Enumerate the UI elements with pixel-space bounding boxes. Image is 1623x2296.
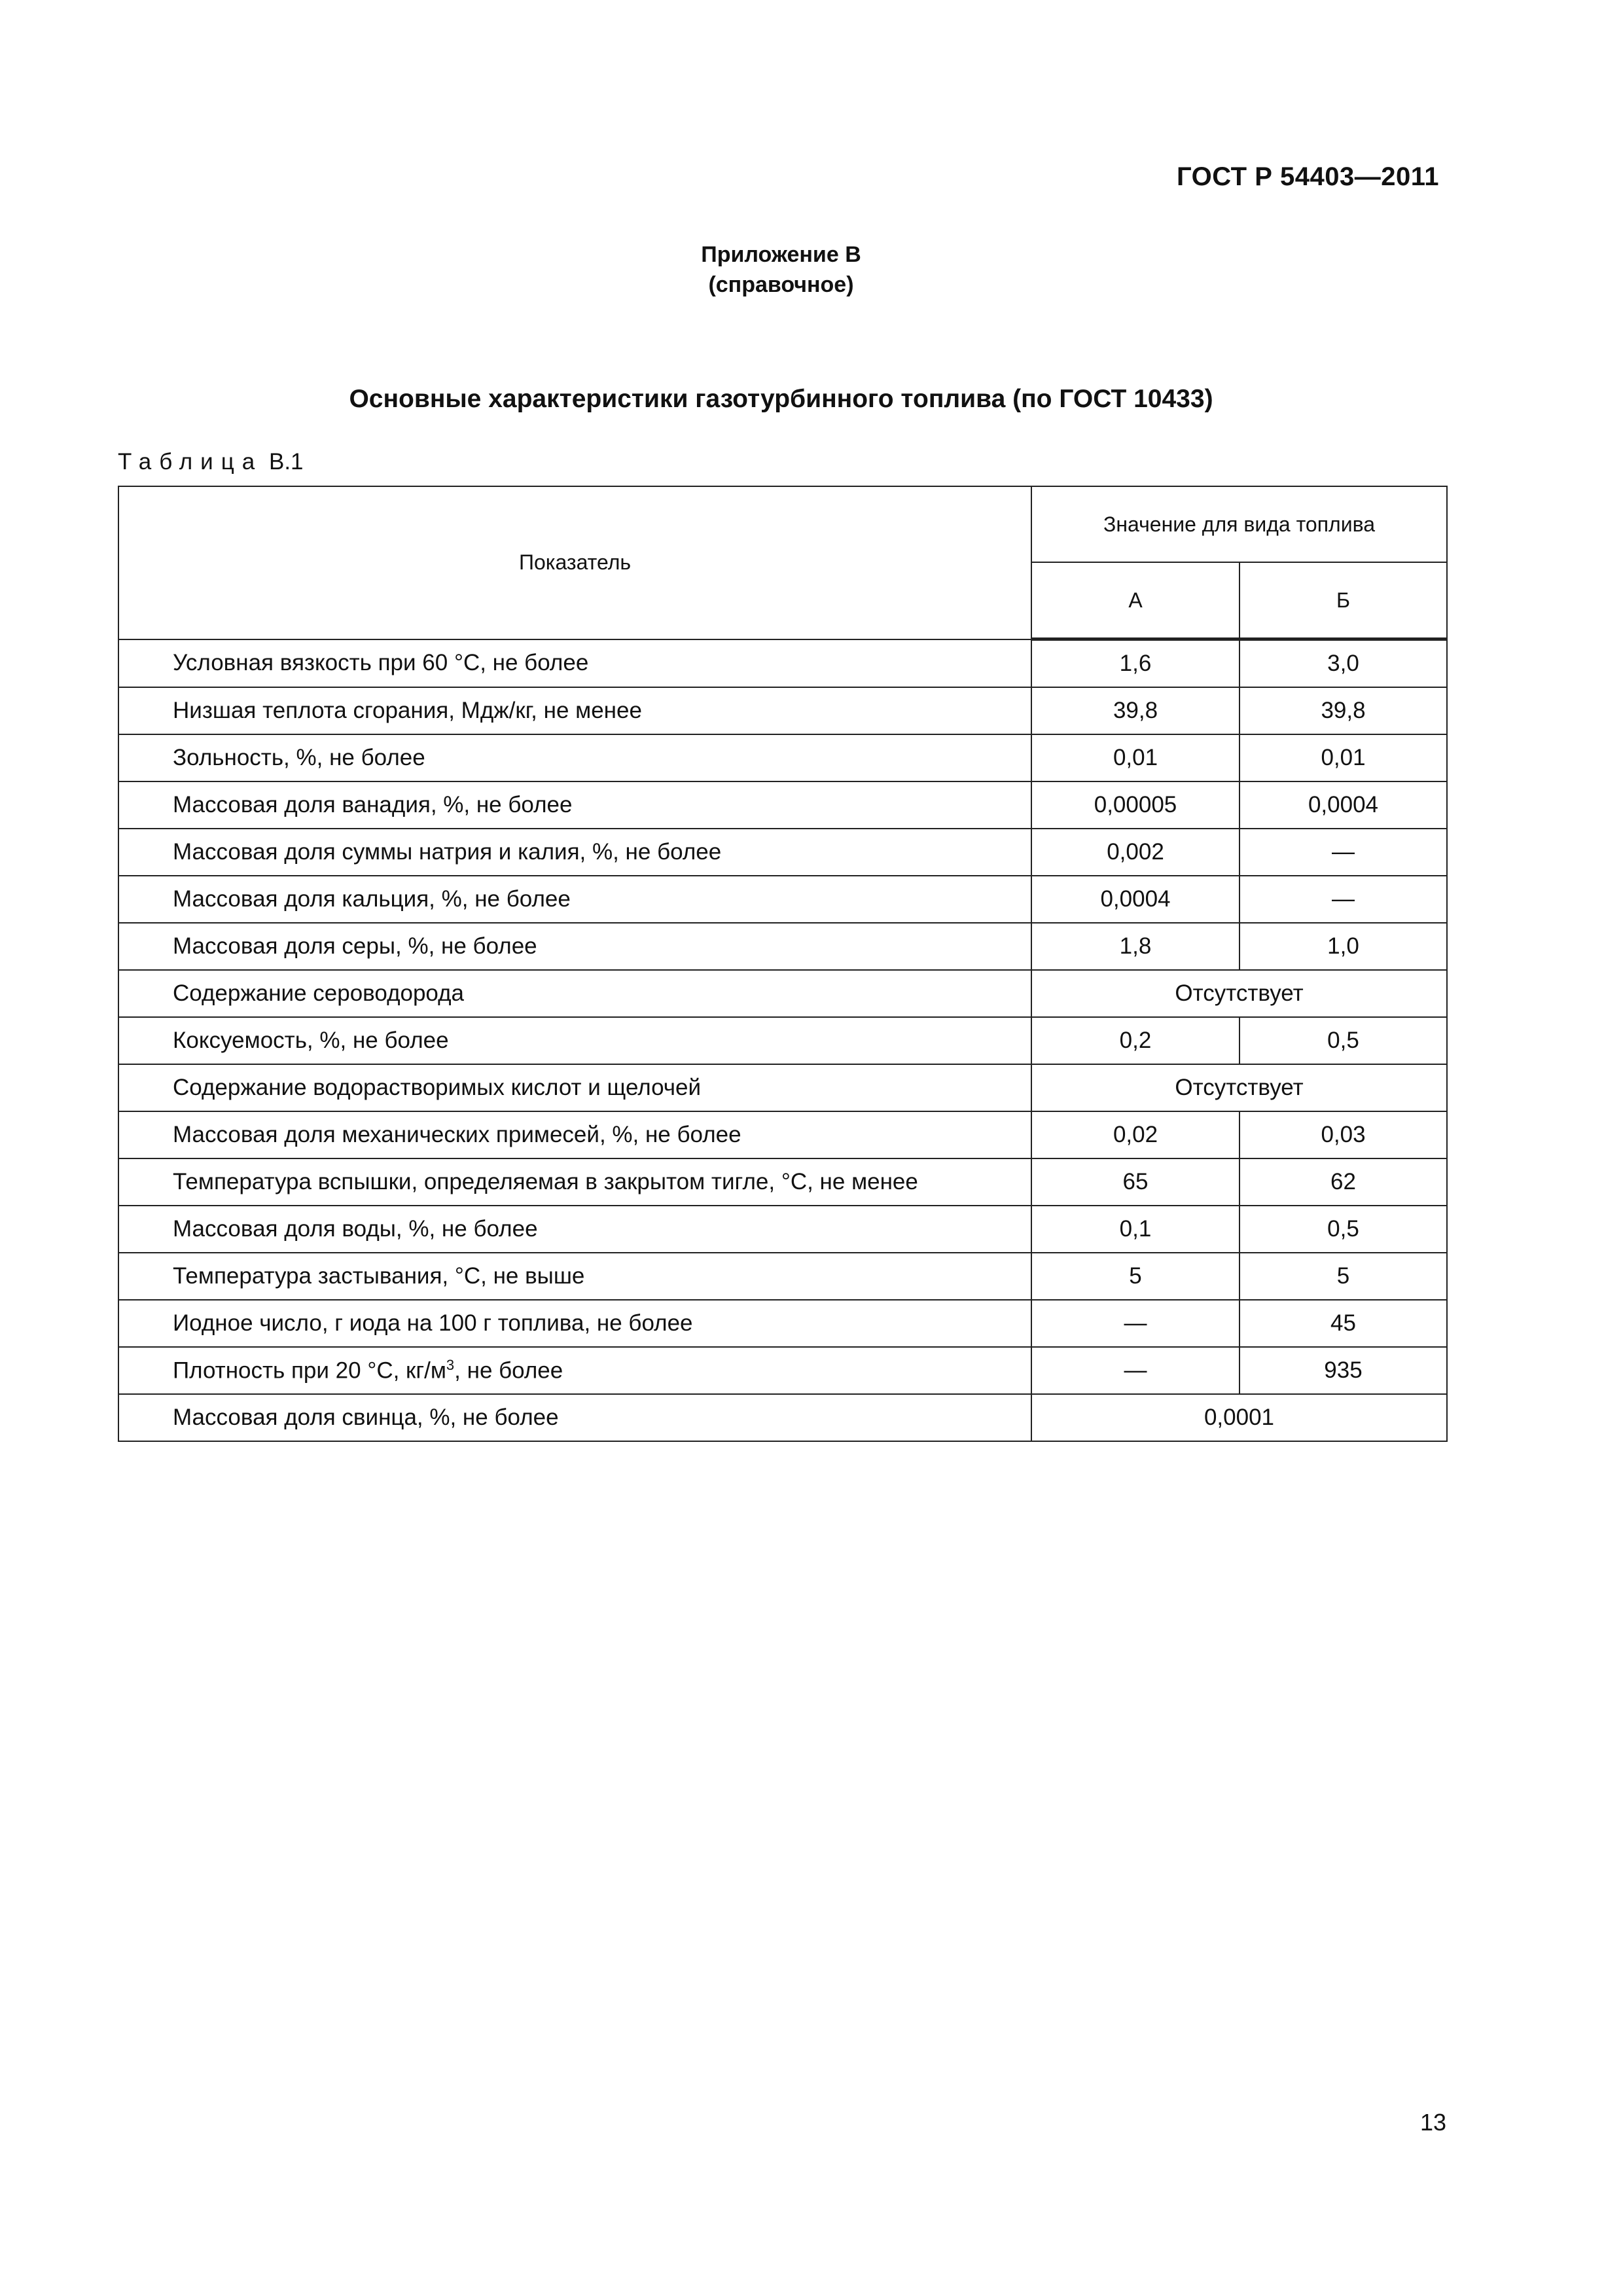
- row-label: Массовая доля кальция, %, не более: [118, 876, 1031, 923]
- row-label: [118, 1347, 1031, 1394]
- row-label-suffix: , не более: [454, 1357, 563, 1384]
- row-label: Температура застывания, °С, не выше: [118, 1253, 1031, 1300]
- row-label: Массовая доля свинца, %, не более: [118, 1394, 1031, 1441]
- row-label-superscript: 3: [446, 1357, 455, 1374]
- page-number: 13: [1419, 2109, 1446, 2136]
- header-col-b: Б: [1240, 562, 1447, 639]
- table-row: [118, 734, 1447, 781]
- header-value-group: Значение для вида топлива: [1031, 486, 1447, 562]
- table-row: [118, 1111, 1447, 1158]
- table-row: [118, 1064, 1447, 1111]
- row-label: Условная вязкость при 60 °С, не более: [118, 639, 1031, 688]
- row-value-a: 65: [1031, 1158, 1240, 1206]
- table-row: [118, 1017, 1447, 1064]
- row-value-b: 62: [1240, 1158, 1447, 1206]
- table-row: [118, 970, 1447, 1017]
- row-value-a: 0,01: [1031, 734, 1240, 781]
- table-row: [118, 781, 1447, 829]
- row-value-a: —: [1031, 1347, 1240, 1394]
- row-value-a: 0,2: [1031, 1017, 1240, 1064]
- header-col-a: А: [1031, 562, 1240, 639]
- table-caption-prefix: Таблица: [118, 449, 263, 475]
- section-title: Основные характеристики газотурбинного топлива (по ГОСТ 10433): [349, 385, 1213, 413]
- row-value-b: 0,0004: [1240, 781, 1447, 829]
- table-row: [118, 829, 1447, 876]
- row-value-b: 39,8: [1240, 687, 1447, 734]
- row-value-a: 0,00005: [1031, 781, 1240, 829]
- row-value-a: 0,002: [1031, 829, 1240, 876]
- table-row: [118, 1347, 1447, 1394]
- row-value-b: 3,0: [1240, 639, 1447, 688]
- row-value-a: 0,0004: [1031, 876, 1240, 923]
- row-value-b: 0,01: [1240, 734, 1447, 781]
- fuel-characteristics-table: [118, 486, 1448, 1442]
- row-label: Зольность, %, не более: [118, 734, 1031, 781]
- row-value-b: —: [1240, 876, 1447, 923]
- row-value-b: 0,03: [1240, 1111, 1447, 1158]
- row-value-merged: Отсутствует: [1031, 970, 1447, 1017]
- table-caption: [118, 449, 304, 475]
- row-label: Содержание водорастворимых кислот и щелочей: [118, 1064, 1031, 1111]
- table-row: [118, 1253, 1447, 1300]
- table-row: [118, 639, 1447, 688]
- row-value-a: —: [1031, 1300, 1240, 1347]
- row-value-merged: 0,0001: [1031, 1394, 1447, 1441]
- row-label: Массовая доля суммы натрия и калия, %, не более: [118, 829, 1031, 876]
- row-label: Температура вспышки, определяемая в закрытом тигле, °С, не менее: [118, 1158, 1031, 1206]
- row-label: Массовая доля ванадия, %, не более: [118, 781, 1031, 829]
- row-label-text: Плотность при 20 °С, кг/м: [173, 1357, 446, 1384]
- row-label: Коксуемость, %, не более: [118, 1017, 1031, 1064]
- row-label: Иодное число, г иода на 100 г топлива, не более: [118, 1300, 1031, 1347]
- table-row: [118, 1300, 1447, 1347]
- row-value-b: 1,0: [1240, 923, 1447, 970]
- table-row: [118, 1158, 1447, 1206]
- row-value-a: 0,02: [1031, 1111, 1240, 1158]
- row-label: Массовая доля воды, %, не более: [118, 1206, 1031, 1253]
- table-row: [118, 1394, 1447, 1441]
- row-value-b: 0,5: [1240, 1017, 1447, 1064]
- appendix-title: Приложение В: [701, 242, 861, 267]
- table-row: [118, 923, 1447, 970]
- table-caption-number: В.1: [268, 449, 304, 475]
- row-label: Низшая теплота сгорания, Мдж/кг, не менее: [118, 687, 1031, 734]
- table-row: [118, 687, 1447, 734]
- row-value-b: 0,5: [1240, 1206, 1447, 1253]
- row-value-a: 39,8: [1031, 687, 1240, 734]
- row-value-b: 5: [1240, 1253, 1447, 1300]
- row-value-a: 0,1: [1031, 1206, 1240, 1253]
- row-value-b: —: [1240, 829, 1447, 876]
- row-value-a: 1,8: [1031, 923, 1240, 970]
- row-value-b: 45: [1240, 1300, 1447, 1347]
- row-value-a: 1,6: [1031, 639, 1240, 688]
- table-row: [118, 1206, 1447, 1253]
- row-value-b: 935: [1240, 1347, 1447, 1394]
- row-label: Массовая доля серы, %, не более: [118, 923, 1031, 970]
- document-code: ГОСТ Р 54403—2011: [1177, 162, 1439, 191]
- table-row: [118, 876, 1447, 923]
- row-value-a: 5: [1031, 1253, 1240, 1300]
- row-label: Массовая доля механических примесей, %, не более: [118, 1111, 1031, 1158]
- header-indicator: Показатель: [118, 486, 1031, 639]
- appendix-heading: [0, 240, 1562, 300]
- row-label: Содержание сероводорода: [118, 970, 1031, 1017]
- row-value-merged: Отсутствует: [1031, 1064, 1447, 1111]
- appendix-subtitle: (справочное): [708, 272, 854, 297]
